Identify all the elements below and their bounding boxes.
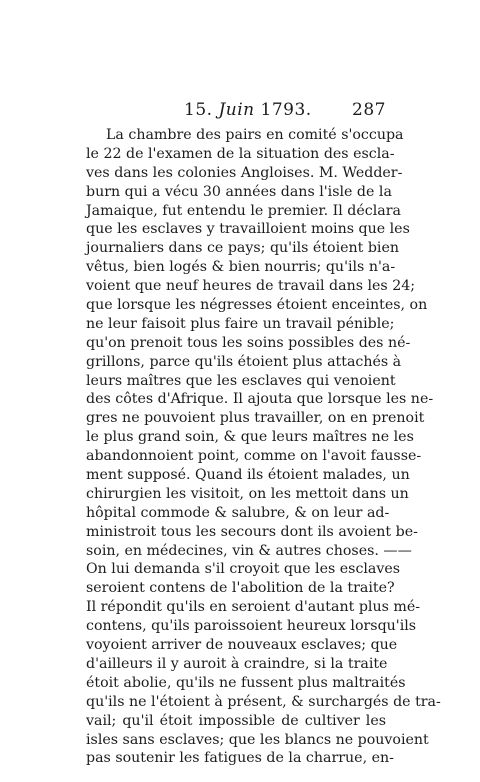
text-line: que lorsque les négresses étoient enceintes, on — [86, 297, 428, 314]
text-line: voient que neuf heures de travail dans les 24; — [86, 278, 416, 295]
text-line: d'ailleurs il y auroit à craindre, si la traite — [86, 655, 388, 672]
text-line: isles sans esclaves; que les blancs ne pouvoient — [86, 731, 429, 748]
page-number: 287 — [352, 100, 386, 120]
text-line: La chambre des pairs en comité s'occupa — [106, 127, 404, 143]
text-line: le plus grand soin, & que leurs maîtres ne les — [86, 429, 414, 446]
text-line: grillons, parce qu'ils étoient plus attachés à — [86, 353, 402, 370]
page-header — [86, 100, 386, 122]
body-text — [86, 126, 441, 768]
text-line: burn qui a vécu 30 années dans l'isle de la — [86, 183, 392, 200]
text-line: que les esclaves y travailloient moins que les — [86, 221, 410, 238]
header-year: 1793. — [260, 100, 312, 120]
text-line: pas soutenir les fatigues de la charrue, en- — [86, 750, 394, 767]
text-line: voyoient arriver de nouveaux esclaves; que — [86, 637, 398, 654]
text-line: gres ne pouvoient plus travailler, on en prenoit — [86, 410, 425, 427]
text-line: abandonnoient point, comme on l'avoit fausse- — [86, 448, 422, 465]
running-head-date — [184, 100, 312, 120]
text-line: chirurgien les visitoit, on les mettoit dans un — [86, 485, 409, 502]
text-line: ne leur faisoit plus faire un travail pénible; — [86, 315, 395, 332]
text-line: étoit abolie, qu'ils ne fussent plus maltraités — [86, 674, 406, 691]
text-line: ves dans les colonies Angloises. M. Wedder- — [86, 164, 403, 181]
text-line: On lui demanda s'il croyoit que les esclaves — [86, 561, 401, 578]
text-line: qu'on prenoit tous les soins possibles des né- — [86, 334, 411, 351]
text-line: ment supposé. Quand ils étoient malades, un — [86, 467, 410, 484]
text-line: leurs maîtres que les esclaves qui venoient — [86, 372, 396, 389]
text-line: vail; qu'il étoit impossible de cultiver les — [86, 712, 386, 729]
text-line: des côtes d'Afrique. Il ajouta que lorsque les ne- — [86, 391, 434, 408]
text-line: vêtus, bien logés & bien nourris; qu'ils n'a- — [86, 259, 396, 276]
text-line: soin, en médecines, vin & autres choses. —— — [86, 542, 412, 559]
header-month: Juin — [218, 100, 255, 120]
header-day: 15. — [184, 100, 213, 120]
text-line: seroient contens de l'abolition de la traite? — [86, 580, 395, 597]
text-line: contens, qu'ils paroissoient heureux lorsqu'ils — [86, 618, 417, 635]
text-line: qu'ils ne l'étoient à présent, & surchargés de tra- — [86, 693, 441, 710]
text-line: le 22 de l'examen de la situation des escla- — [86, 145, 395, 162]
text-line: ministroit tous les secours dont ils avoient be- — [86, 523, 418, 540]
text-line: journaliers dans ce pays; qu'ils étoient bien — [86, 240, 400, 257]
text-line: Il répondit qu'ils en seroient d'autant plus mé- — [86, 599, 421, 616]
text-line: Jamaique, fut entendu le premier. Il déclara — [86, 202, 401, 219]
text-line: hôpital commode & salubre, & on leur ad- — [86, 504, 390, 521]
